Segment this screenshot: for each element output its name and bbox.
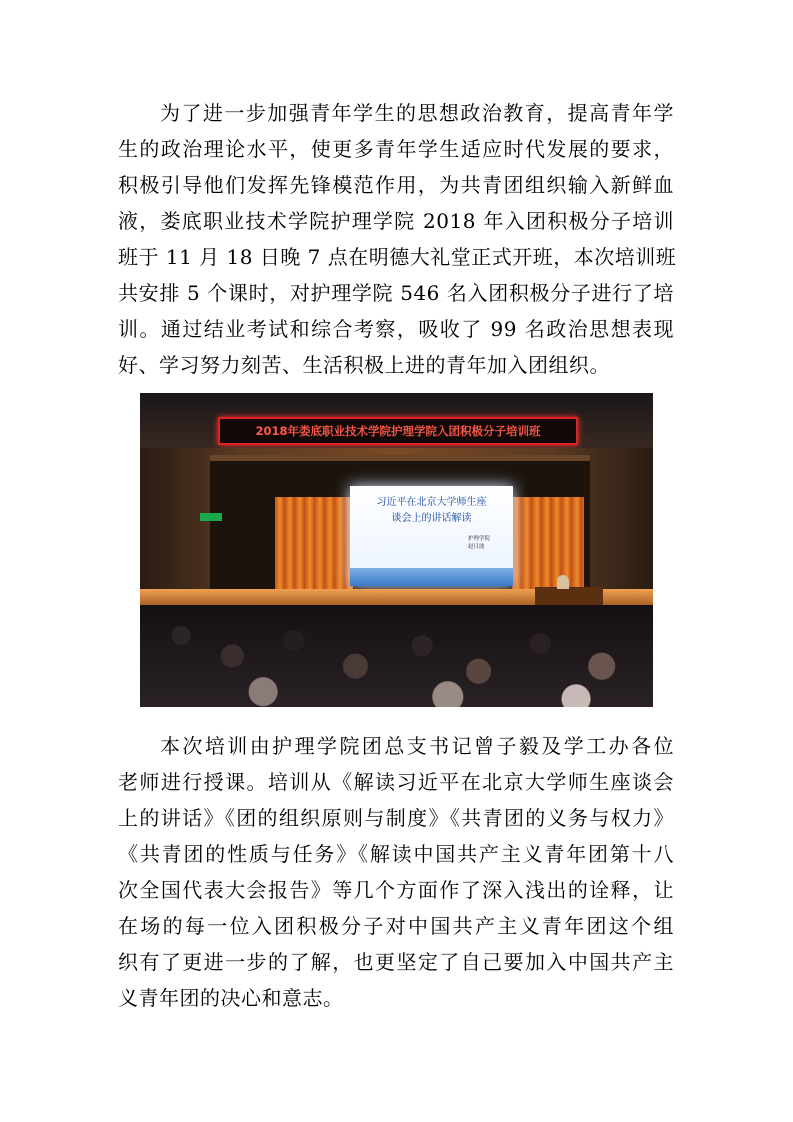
screen-subtitle-line: 护理学院 bbox=[468, 536, 491, 542]
paragraph-line: 老师进行授课。培训从《解读习近平在北京大学师生座谈会 bbox=[118, 770, 674, 794]
paragraph-line: 《共青团的性质与任务》《解读中国共产主义青年团第十八 bbox=[118, 842, 674, 866]
exit-sign-icon bbox=[200, 513, 222, 521]
paragraph-line: 班于 11 月 18 日晚 7 点在明德大礼堂正式开班，本次培训班 bbox=[118, 245, 677, 269]
paragraph-line: 液，娄底职业技术学院护理学院 2018 年入团积极分子培训 bbox=[118, 209, 674, 233]
paragraph-line: 织有了更进一步的了解，也更坚定了自己要加入中国共产主 bbox=[118, 950, 674, 974]
screen-subtitle-line: 赵日波 bbox=[468, 544, 485, 550]
podium bbox=[535, 587, 603, 607]
paragraph-line: 积极引导他们发挥先锋模范作用，为共青团组织输入新鲜血 bbox=[118, 173, 674, 197]
paragraph-line: 上的讲话》《团的组织原则与制度》《共青团的义务与权力》 bbox=[118, 806, 674, 830]
paragraph-line: 训。通过结业考试和综合考察，吸收了 99 名政治思想表现 bbox=[118, 317, 674, 341]
audience bbox=[140, 605, 653, 707]
left-curtain bbox=[275, 497, 353, 597]
right-curtain bbox=[512, 497, 584, 597]
led-banner: 2018年娄底职业技术学院护理学院入团积极分子培训班 bbox=[218, 417, 578, 445]
paragraph-line: 本次培训由护理学院团总支书记曾子毅及学工办各位 bbox=[160, 734, 674, 758]
screen-title-line: 谈会上的讲话解读 bbox=[391, 513, 472, 524]
paragraph-line: 为了进一步加强青年学生的思想政治教育，提高青年学 bbox=[160, 101, 674, 125]
paragraph-line: 生的政治理论水平，使更多青年学生适应时代发展的要求， bbox=[118, 137, 674, 161]
paragraph-line: 共安排 5 个课时，对护理学院 546 名入团积极分子进行了培 bbox=[118, 281, 674, 305]
intro-paragraph bbox=[118, 95, 677, 383]
paragraph-line: 在场的每一位入团积极分子对中国共产主义青年团这个组 bbox=[118, 914, 674, 938]
paragraph-line: 好、学习努力刻苦、生活积极上进的青年加入团组织。 bbox=[118, 353, 610, 377]
paragraph-line: 义青年团的决心和意志。 bbox=[118, 986, 344, 1010]
screen-title-line: 习近平在北京大学师生座 bbox=[376, 497, 487, 508]
training-paragraph bbox=[118, 728, 674, 1016]
paragraph-line: 次全国代表大会报告》等几个方面作了深入浅出的诠释，让 bbox=[118, 878, 674, 902]
projection-screen bbox=[350, 486, 513, 586]
auditorium-photo bbox=[140, 393, 653, 707]
screen-band bbox=[350, 568, 513, 586]
speaker-figure bbox=[557, 575, 569, 589]
